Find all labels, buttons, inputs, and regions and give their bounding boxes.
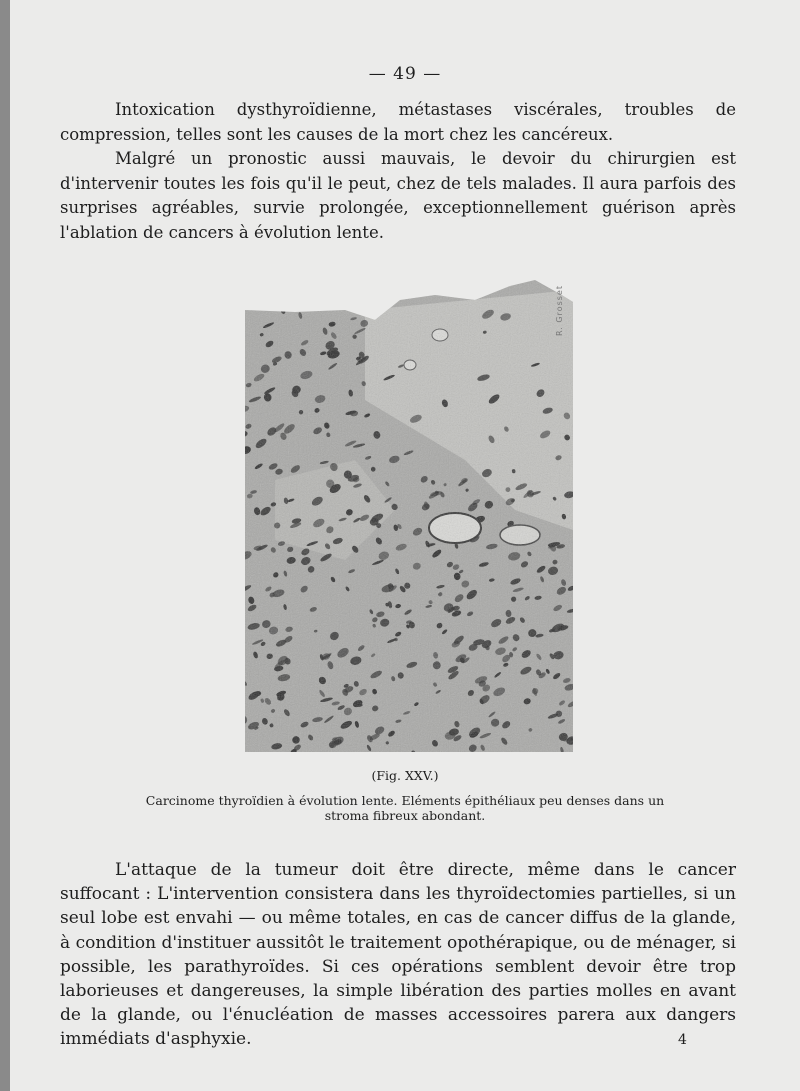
signature-mark: 4 (678, 1032, 687, 1048)
cell-cluster (259, 303, 266, 310)
cell-cluster (241, 308, 245, 312)
paragraph: L'attaque de la tumeur doit être directe, même dans le cancer suffocant : L'intervention consistera dans les thyroïdectomies partielles, si un seul lobe est envahi — ou même totales, en cas de cancer diffus de la glande, à condition d'instituer aussitôt le traitement opothérapique, ou de ménager, si possible, les parathyroïdes. Si ces opérations semblent devoir être trop laborieuses et dangereuses, la simple libération des parties molles en avant de la glande, ou l'énucléation de masses accessoires parera aux dangers immédiats d'asphyxie. (60, 860, 736, 1050)
figure-label: (Fig. XXV.) (371, 768, 439, 783)
artist-signature: R. Grosset (555, 285, 564, 336)
histology-illustration (235, 280, 575, 755)
paragraph: Intoxication dysthyroïdienne, métastases viscérales, troubles de compression, telles sont les causes de la mort chez les cancéreux. (60, 100, 736, 144)
text-block-bottom (60, 858, 736, 1052)
text-block-top (60, 98, 736, 245)
cell-cluster (312, 300, 324, 311)
figure-caption: Carcinome thyroïdien à évolution lente. Eléments épithéliaux peu denses dans un stroma fibreux abondant. (145, 793, 665, 823)
paragraph: Malgré un pronostic aussi mauvais, le devoir du chirurgien est d'intervenir toutes les fois qu'il le peut, chez de tels malades. Il aura parfois des surprises agréables, survie prolongée, exceptionnellement guérison après l'ablation de cancers à évolution lente. (60, 149, 736, 242)
page-number: — 49 — (368, 64, 442, 84)
document-page (10, 0, 800, 1091)
